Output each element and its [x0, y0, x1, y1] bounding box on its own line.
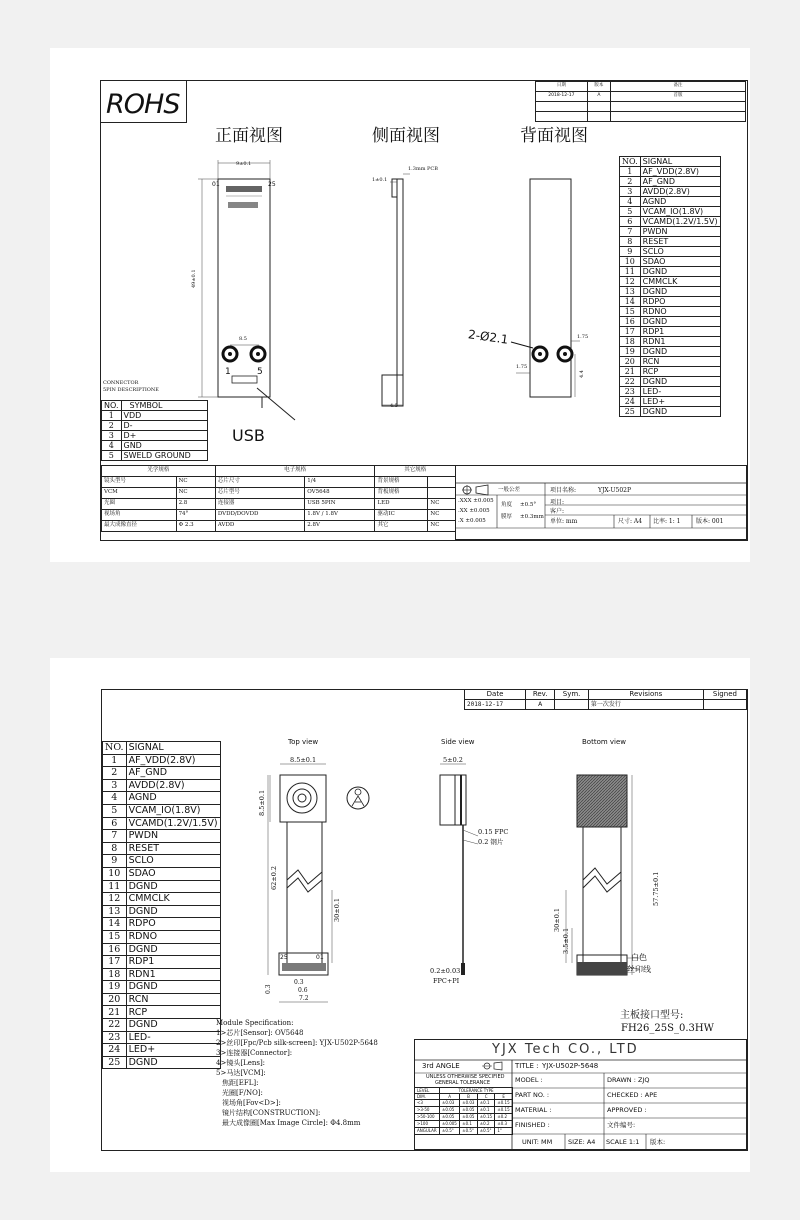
- spec-cell: NC: [176, 488, 215, 499]
- signal-name: SCLO: [126, 855, 220, 868]
- project-value: YJX-U502P: [598, 487, 631, 494]
- tol-cell: ±0.1: [460, 1121, 478, 1128]
- signal-name: VCAM_IO(1.8V): [126, 804, 220, 817]
- signal-name: DGND: [126, 1019, 220, 1032]
- rev2-h-revisions: Revisions: [588, 690, 703, 700]
- usb-pin-no: 4: [102, 441, 122, 451]
- signal-no: 3: [620, 187, 641, 197]
- signal-no: 23: [103, 1031, 127, 1044]
- tol-cell: ±0.005: [440, 1121, 460, 1128]
- spec-section-optical: 光学规格: [102, 466, 216, 477]
- spec-cell: USB 5PIN: [305, 499, 375, 510]
- title-label: TITLE :: [515, 1062, 539, 1070]
- usb-col-no: NO.: [102, 401, 122, 411]
- version-label: 版本: 001: [696, 518, 724, 525]
- size-label: 尺寸: A4: [618, 518, 643, 525]
- projection-label: 3rd ANGLE: [422, 1062, 460, 1070]
- bottom-length-dim: 57.75±0.1: [652, 871, 660, 906]
- top-p03b: 0.3: [294, 979, 304, 986]
- signal-no: 20: [620, 357, 641, 367]
- top-flex-dim: 30±0.1: [333, 897, 341, 922]
- spec-cell: 视场角: [102, 510, 177, 521]
- connector-model-label: 主板接口型号:: [620, 1010, 684, 1021]
- bottom-white-label: 白色: [631, 953, 647, 962]
- side-thickness-dim: 1±0.1: [372, 177, 388, 183]
- usb-pin-no: 3: [102, 431, 122, 441]
- spec-cell: 背景规格: [375, 477, 428, 488]
- rev2-rev: A: [526, 700, 555, 710]
- side-view2-title: Side view: [441, 738, 475, 746]
- signal-no: 25: [103, 1056, 127, 1069]
- spec-cell: DVDD/DOVDD: [215, 510, 304, 521]
- bottom-35-dim: 3.5±0.1: [562, 927, 570, 954]
- bottom-silk-label: 丝印线: [627, 965, 651, 974]
- spec-cell: NC: [176, 477, 215, 488]
- front-pin-left: 01: [212, 181, 220, 188]
- tol-cell: ±0.05: [460, 1114, 478, 1121]
- signal-name: DGND: [640, 347, 720, 357]
- front-width-dim: 9±0.1: [236, 161, 252, 167]
- rev-note: 首版: [611, 92, 746, 102]
- rev2-desc: 第一次发行: [588, 700, 703, 710]
- signal-no: 20: [103, 993, 127, 1006]
- rev-h-date: 日期: [536, 82, 588, 92]
- spec-cell: AVDD: [215, 521, 304, 532]
- tol-cell: ±0.2: [495, 1114, 513, 1121]
- signal-name: DGND: [640, 267, 720, 277]
- spec-cell: 连接器: [215, 499, 304, 510]
- usb-pin-no: 5: [102, 451, 122, 461]
- top-p03a: 0.3: [265, 984, 272, 994]
- signal-name: DGND: [640, 377, 720, 387]
- spec-line: 最大成像圈[Max Image Circle]: Φ4.8mm: [222, 1119, 361, 1127]
- spec-cell: NC: [428, 521, 456, 532]
- signal-name: SDAO: [126, 867, 220, 880]
- signal-no: 25: [620, 407, 641, 417]
- file-no-field: 文件编号:: [607, 1121, 636, 1129]
- unit-label: 单位: mm: [550, 518, 578, 525]
- signal-no: 24: [620, 397, 641, 407]
- general-tolerance-label: 一般公差: [498, 487, 521, 493]
- signal2-col-name: SIGNAL: [126, 742, 220, 755]
- signal-name: RDP1: [126, 956, 220, 969]
- side-view-title: 侧面视图: [372, 126, 440, 146]
- tol-cell: ±0.3: [495, 1121, 513, 1128]
- signal-name: AGND: [126, 792, 220, 805]
- signal-name: RDP1: [640, 327, 720, 337]
- signal2-col-no: NO.: [103, 742, 127, 755]
- spec-line: 光圈[F/NO]:: [222, 1089, 263, 1097]
- signal-no: 13: [103, 905, 127, 918]
- signal-no: 3: [103, 779, 127, 792]
- signal-no: 21: [620, 367, 641, 377]
- signal-no: 8: [103, 842, 127, 855]
- back-175b-dim: 1.75: [516, 364, 528, 370]
- item-label: 项目:: [550, 499, 565, 506]
- tol-cell: ±0.5°: [477, 1128, 495, 1135]
- signal-name: LED+: [640, 397, 720, 407]
- finished-field: FINISHED :: [515, 1121, 550, 1129]
- drawing-sheet-1: [50, 48, 750, 562]
- side-pcb-dim: 1.3mm PCB: [408, 166, 438, 172]
- title-value: YJX-U502P-5648: [542, 1062, 599, 1070]
- thickness-value: ±0.3mm: [520, 514, 544, 520]
- tolerance-x: .X ±0.005: [458, 518, 486, 524]
- angle-label: 角度: [501, 502, 513, 508]
- tol-col: DIM.: [415, 1094, 440, 1100]
- material-field: MATERIAL :: [515, 1106, 552, 1114]
- signal-name: PWDN: [126, 830, 220, 843]
- signal-name: DGND: [640, 287, 720, 297]
- project-label: 项目名称:: [550, 487, 577, 494]
- top-view-title: Top view: [288, 738, 319, 746]
- signal-name: SDAO: [640, 257, 720, 267]
- top-pin01: 01: [316, 954, 324, 961]
- signal-name: LED-: [640, 387, 720, 397]
- signal-no: 6: [620, 217, 641, 227]
- signal-no: 15: [103, 930, 127, 943]
- company-name: YJX Tech CO., LTD: [492, 1042, 639, 1057]
- signal-name: RESET: [126, 842, 220, 855]
- top-p72: 7.2: [299, 995, 309, 1002]
- rev2-h-sym: Sym.: [555, 690, 589, 700]
- spec-cell: 2.8V: [305, 521, 375, 532]
- signal-no: 9: [620, 247, 641, 257]
- rohs-label: ROHS: [106, 89, 180, 120]
- tolerance-note-2: GENERAL TOLERANCE: [435, 1080, 491, 1086]
- tolerance-xx: .XX ±0.005: [458, 508, 490, 514]
- signal-name: VCAMD(1.2V/1.5V): [640, 217, 720, 227]
- spec-line: 2>丝印[Fpc/Pcb silk-screen]: YJX-U502P-5648: [216, 1039, 378, 1047]
- signal-no: 4: [620, 197, 641, 207]
- signal-no: 8: [620, 237, 641, 247]
- back-view-title: 背面视图: [520, 126, 588, 146]
- top-pin25: 25: [280, 954, 288, 961]
- signal-no: 16: [620, 317, 641, 327]
- tol-cell: ±0.15: [477, 1114, 495, 1121]
- signal-no: 13: [620, 287, 641, 297]
- rev2-h-date: Date: [465, 690, 526, 700]
- signal-no: 14: [103, 918, 127, 931]
- usb-pin-symbol: D-: [121, 421, 208, 431]
- tol-col: B: [460, 1094, 478, 1100]
- tol-cell: ±0.1: [477, 1107, 495, 1114]
- signal-no: 19: [620, 347, 641, 357]
- connector-note-2: 5PIN DESCRIPTIONE: [103, 387, 159, 393]
- signal-no: 12: [620, 277, 641, 287]
- tol-col: C: [477, 1094, 495, 1100]
- rev2-h-rev: Rev.: [526, 690, 555, 700]
- spec-cell: 74°: [176, 510, 215, 521]
- usb-pin-symbol: VDD: [121, 411, 208, 421]
- connector-model-value: FH26_25S_0.3HW: [621, 1023, 714, 1034]
- signal-no: 22: [620, 377, 641, 387]
- signal-name: AVDD(2.8V): [640, 187, 720, 197]
- usb-pin-no: 1: [102, 411, 122, 421]
- signal-name: RCN: [640, 357, 720, 367]
- tol-cell: >50-100: [415, 1114, 440, 1121]
- side-fpcpi2-dim: FPC+PI: [433, 977, 460, 985]
- back-44-dim: 4.4: [579, 370, 585, 378]
- signal-no: 4: [103, 792, 127, 805]
- signal-name: VCAMD(1.2V/1.5V): [126, 817, 220, 830]
- signal-no: 7: [103, 830, 127, 843]
- drawn-field: DRAWN : ZJQ: [607, 1076, 650, 1084]
- signal-no: 1: [103, 754, 127, 767]
- signal-name: SCLO: [640, 247, 720, 257]
- signal-name: CMMCLK: [640, 277, 720, 287]
- rev-date: 2018-12-17: [536, 92, 588, 102]
- front-usb-pin5: 5: [257, 367, 263, 377]
- top-length-dim: 62±0.2: [270, 865, 278, 890]
- signal-name: PWDN: [640, 227, 720, 237]
- signal-name: RCP: [126, 1006, 220, 1019]
- spec-line: 5>马达[VCM]:: [216, 1069, 266, 1077]
- spec-line: 3>连接器[Connector]:: [216, 1049, 293, 1057]
- signal-no: 11: [103, 880, 127, 893]
- unit-field: UNIT: MM: [522, 1138, 553, 1146]
- signal-no: 7: [620, 227, 641, 237]
- spec-line: 视场角[Fov<D>]:: [222, 1099, 281, 1107]
- usb-pin-symbol: SWELD GROUND: [121, 451, 208, 461]
- tol-cell: ±0.2: [477, 1121, 495, 1128]
- tol-h-level: LEVEL: [415, 1088, 440, 1094]
- signal-no: 18: [103, 968, 127, 981]
- signal-name: AGND: [640, 197, 720, 207]
- side-width-dim: 5±0.2: [443, 756, 463, 764]
- scale-label: 比率: 1: 1: [653, 518, 681, 525]
- customer-label: 客户:: [550, 508, 565, 515]
- side-steel-dim: 0.2 钢片: [478, 838, 504, 846]
- tol-col: E: [495, 1094, 513, 1100]
- signal-name: DGND: [126, 905, 220, 918]
- signal-name: AF_VDD(2.8V): [126, 754, 220, 767]
- signal-name: RDNO: [126, 930, 220, 943]
- tolerance-note-1: UNLESS OTHERWISE SPECIFIED: [426, 1074, 505, 1080]
- checked-field: CHECKED : APE: [607, 1091, 658, 1099]
- tol-cell: ±0.03: [440, 1100, 460, 1107]
- spec-line: 4>镜头[Lens]:: [216, 1059, 266, 1067]
- rev2-date: 2018-12-17: [465, 700, 526, 710]
- version-field: 版本:: [650, 1138, 666, 1146]
- side-bottom-dim: 4.5: [390, 403, 398, 409]
- signal-col-no: NO.: [620, 157, 641, 167]
- bottom-view-title: Bottom view: [582, 738, 627, 746]
- spec-line: Module Specification:: [216, 1019, 294, 1027]
- usb-pin-symbol: GND: [121, 441, 208, 451]
- spec-cell: 光圈: [102, 499, 177, 510]
- signal-no: 10: [620, 257, 641, 267]
- top-p06: 0.6: [298, 987, 308, 994]
- tol-cell: >100: [415, 1121, 440, 1128]
- tol-cell: ±0.1: [477, 1100, 495, 1107]
- spec-cell: 其它: [375, 521, 428, 532]
- signal-no: 16: [103, 943, 127, 956]
- signal-name: RCN: [126, 993, 220, 1006]
- top-lens-dim: 8.5±0.1: [258, 789, 266, 816]
- signal-name: VCAM_IO(1.8V): [640, 207, 720, 217]
- signal-no: 6: [103, 817, 127, 830]
- front-pin-right: 25: [268, 181, 276, 188]
- signal-name: LED-: [126, 1031, 220, 1044]
- signal-no: 22: [103, 1019, 127, 1032]
- signal-no: 1: [620, 167, 641, 177]
- signal-name: RDPO: [126, 918, 220, 931]
- spec-cell: 驱动IC: [375, 510, 428, 521]
- signal-name: RDPO: [640, 297, 720, 307]
- rev2-h-signed: Signed: [703, 690, 746, 700]
- spec-cell: 镜头型号: [102, 477, 177, 488]
- signal-name: RDNO: [640, 307, 720, 317]
- signal-col-name: SIGNAL: [640, 157, 720, 167]
- signal-name: CMMCLK: [126, 893, 220, 906]
- signal-no: 2: [620, 177, 641, 187]
- spec-cell: 背板规格: [375, 488, 428, 499]
- rev-h-note: 备注: [611, 82, 746, 92]
- tolerance-xxx: .XXX ±0.005: [458, 498, 494, 504]
- signal-no: 9: [103, 855, 127, 868]
- signal-no: 18: [620, 337, 641, 347]
- model-field: MODEL :: [515, 1076, 543, 1084]
- signal-no: 12: [103, 893, 127, 906]
- tol-cell: ±0.15: [495, 1100, 513, 1107]
- spec-cell: 最大成像直径: [102, 521, 177, 532]
- spec-cell: LED: [375, 499, 428, 510]
- usb-col-symbol: SYMBOL: [121, 401, 208, 411]
- thickness-label: 膜厚: [501, 514, 513, 520]
- usb-pin-symbol: D+: [121, 431, 208, 441]
- approved-field: APPROVED :: [607, 1106, 647, 1114]
- part-no-field: PART NO. :: [515, 1091, 550, 1099]
- signal-no: 14: [620, 297, 641, 307]
- signal-no: 10: [103, 867, 127, 880]
- signal-name: AF_VDD(2.8V): [640, 167, 720, 177]
- tol-cell: ANGULAR: [415, 1128, 440, 1135]
- signal-name: DGND: [126, 880, 220, 893]
- tol-cell: >3-50: [415, 1107, 440, 1114]
- usb-pin-no: 2: [102, 421, 122, 431]
- signal-no: 24: [103, 1044, 127, 1057]
- angle-value: ±0.5°: [520, 502, 537, 508]
- tol-cell: ±0.05: [460, 1107, 478, 1114]
- spec-line: 焦距[EFL]:: [222, 1079, 259, 1087]
- spec-cell: NC: [428, 510, 456, 521]
- signal-no: 15: [620, 307, 641, 317]
- drawing-sheet-2: [50, 658, 750, 1172]
- tol-cell: ±0.5°: [460, 1128, 478, 1135]
- rev-h-ver: 版本: [587, 82, 610, 92]
- back-175a-dim: 1.75: [577, 334, 589, 340]
- spec-section-electrical: 电子规格: [215, 466, 375, 477]
- signal-name: AF_GND: [126, 767, 220, 780]
- signal-no: 5: [103, 804, 127, 817]
- spec-cell: 2.8: [176, 499, 215, 510]
- signal-name: LED+: [126, 1044, 220, 1057]
- tol-cell: ±0.05: [440, 1114, 460, 1121]
- spec-cell: OV5648: [305, 488, 375, 499]
- signal-no: 21: [103, 1006, 127, 1019]
- signal-name: RESET: [640, 237, 720, 247]
- scale-field: SCALE 1:1: [606, 1138, 640, 1146]
- rev-ver: A: [587, 92, 610, 102]
- tol-col: A: [440, 1094, 460, 1100]
- connector-note-1: CONNECTOR: [103, 380, 139, 386]
- tol-cell: 1°: [495, 1128, 513, 1135]
- bottom-30-dim: 30±0.1: [553, 907, 561, 932]
- front-usb-pin1: 1: [225, 367, 231, 377]
- signal-no: 17: [620, 327, 641, 337]
- back-holes-dim: 2-Ø2.1: [467, 327, 510, 347]
- front-length-dim: 49±0.1: [191, 269, 197, 288]
- spec-cell: 芯片型号: [215, 488, 304, 499]
- signal-no: 19: [103, 981, 127, 994]
- signal-no: 17: [103, 956, 127, 969]
- spec-cell: 1.8V / 1.8V: [305, 510, 375, 521]
- title-block-grid: [50, 48, 750, 562]
- side-fpc-dim: 0.15 FPC: [478, 828, 509, 836]
- signal-name: DGND: [126, 943, 220, 956]
- signal-no: 23: [620, 387, 641, 397]
- signal-name: RDN1: [126, 968, 220, 981]
- spec-line: 1>芯片[Sensor]: OV5648: [216, 1029, 304, 1037]
- tolerance-table: [414, 1087, 513, 1135]
- spec-section-other: 其它规格: [375, 466, 456, 477]
- spec-cell: Φ 2.3: [176, 521, 215, 532]
- tol-cell: ±0.03: [460, 1100, 478, 1107]
- spec-cell: 1/4: [305, 477, 375, 488]
- tol-cell: ±0.05: [440, 1107, 460, 1114]
- signal-name: AVDD(2.8V): [126, 779, 220, 792]
- top-width-dim: 8.5±0.1: [290, 756, 317, 764]
- signal-name: DGND: [640, 407, 720, 417]
- tol-cell: ±0.5°: [440, 1128, 460, 1135]
- signal-name: DGND: [640, 317, 720, 327]
- tol-h-type: TOLERANCE TYPE: [440, 1088, 513, 1094]
- tol-cell: <3: [415, 1100, 440, 1107]
- spec-cell: 芯片尺寸: [215, 477, 304, 488]
- signal-no: 5: [620, 207, 641, 217]
- signal-no: 11: [620, 267, 641, 277]
- signal-no: 2: [103, 767, 127, 780]
- tol-cell: ±0.15: [495, 1107, 513, 1114]
- spec-cell: VCM: [102, 488, 177, 499]
- front-view-title: 正面视图: [215, 126, 283, 146]
- signal-name: DGND: [126, 1056, 220, 1069]
- signal-name: AF_GND: [640, 177, 720, 187]
- spec-cell: NC: [428, 499, 456, 510]
- spec-line: 镜片结构[CONSTRUCTION]:: [222, 1109, 321, 1117]
- side-fpcpi-dim: 0.2±0.03: [430, 967, 461, 975]
- signal-name: DGND: [126, 981, 220, 994]
- usb-label: USB: [232, 426, 265, 445]
- signal-name: RCP: [640, 367, 720, 377]
- front-lens-pitch: 8.5: [239, 336, 247, 342]
- size-field: SIZE: A4: [568, 1138, 596, 1146]
- signal-name: RDN1: [640, 337, 720, 347]
